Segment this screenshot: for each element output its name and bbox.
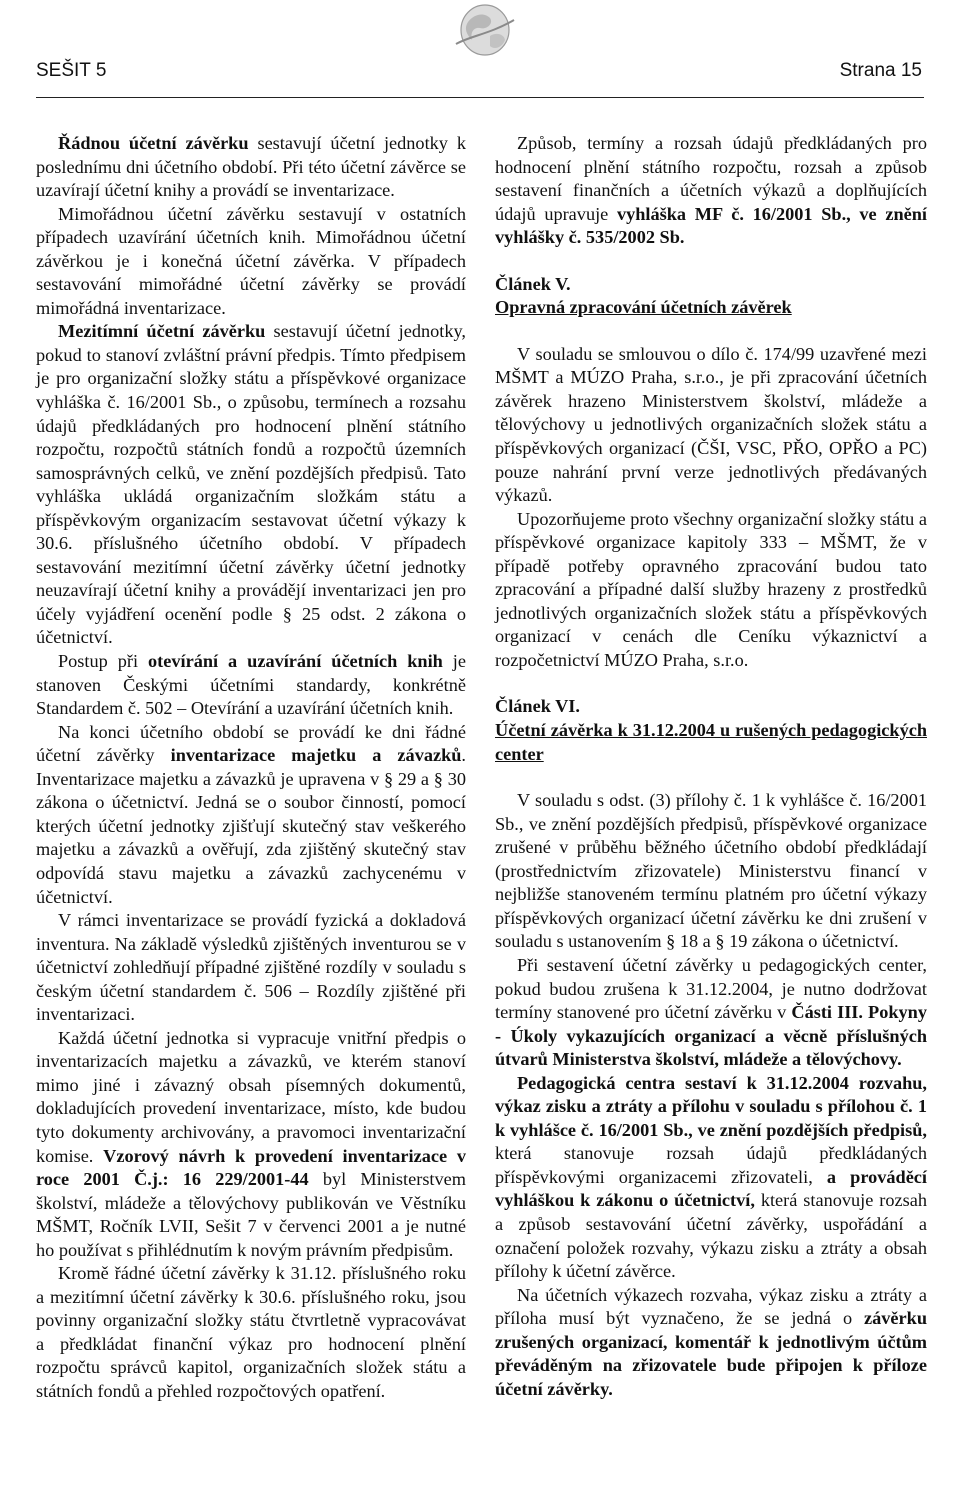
paragraph: Postup při otevírání a uzavírání účetních knih je stanoven Českými účetními standardy, konkrétně Standardem č. 502 – Otevírání a uzavírání účetních knih. xyxy=(36,651,467,719)
paragraph: V souladu se smlouvou o dílo č. 174/99 uzavřené mezi MŠMT a MÚZO Praha, s.r.o., je při zpracování účetních závěrek hrazeno Ministerstvem školství, mládeže a tělovýchovy u jednotlivých organizačních složek státu a příspěvkových organizací (ČŠI, VSC, PŘO, OPŘO a PC) pouze nahrání první verze jednotlivých předávaných výkazů. xyxy=(495,343,927,506)
paragraph: Kromě řádné účetní závěrky k 31.12. příslušného roku a mezitímní účetní závěrky k 30.6. příslušného roku, jsou povinny organizační složky státu čtvrtletně vypracovávat a předkládat finanční výkaz pro hodnocení plnění rozpočtu správců kapitol, organizačních složek státu a státních fondů a přehled rozpočtových opatření. xyxy=(36,1263,466,1401)
page-number: Strana 15 xyxy=(839,60,922,81)
paragraph: V souladu s odst. (3) přílohy č. 1 k vyhlášce č. 16/2001 Sb., ve znění pozdějších předpisů, příspěvkové organizace zrušené v průběhu běžného účetního období předkládají (prostřednictvím zřizovatele) Ministerstvu financí v nejbližše stanoveném termínu platném pro účetní výkazy příspěvkových organizací účetní závěrku ke dni zrušení v souladu s ustanovením § 18 a § 19 zákona o účetnictví. xyxy=(495,790,927,952)
paragraph: Upozorňujeme proto všechny organizační složky státu a příspěvkové organizace kapitoly 333 – MŠMT, že v případě potřeby opravného zpracování budou tato zpracování a případné další služby hrazeny z prostředků jednotlivých organizačních složek státu a příspěvkových organizací v cenách dle Ceníku výkaznictví a rozpočetnictví MÚZO Praha, s.r.o. xyxy=(495,508,927,670)
globe-logo-icon xyxy=(450,0,520,62)
article-number: Článek VI. xyxy=(495,696,580,717)
paragraph: Mimořádnou účetní závěrku sestavují v ostatních případech uzavírání účetních knih. Mimořádnou účetní závěrkou je i konečná účetní závěrka. V případech sestavování mimořádné účetní závěrky se provádí mimořádná inventarizace. xyxy=(36,203,466,318)
article-number: Článek V. xyxy=(495,273,571,294)
article-title: Opravná zpracování účetních závěrek xyxy=(495,297,792,318)
issue-label: SEŠIT 5 xyxy=(36,60,107,81)
article-title: Účetní závěrka k 31.12.2004 u rušených pedagogických center xyxy=(495,720,927,764)
paragraph: Každá účetní jednotka si vypracuje vnitřní předpis o inventarizacích majetku a závazků, ve kterém stanoví mimo jiné i závazný obsah písemných dokumentů, dokladujících provedení inventarizace, místo, kde budou tyto dokumenty archivovány, a pravomoci inventarizační komise. Vzorový návrh k provedení inventarizace v roce 2001 Č.j.: 16 229/2001-44 byl Ministerstvem školství, mládeže a tělovýchovy publikován ve Věstníku MŠMT, Ročník LVII, Sešit 7 v červenci 2001 a je nutné ho používat s přihlédnutím k novým právním předpisům. xyxy=(36,1027,466,1260)
left-column xyxy=(36,132,466,1404)
page-header xyxy=(0,0,960,100)
paragraph: Na účetních výkazech rozvaha, výkaz zisku a ztráty a příloha musí být vyznačeno, že se jedná o závěrku zrušených organizací, komentář k jednotlivým účtům převáděným na zřizovatele bude připojen k příloze účetní závěrky. xyxy=(495,1284,927,1399)
paragraph: Při sestavení účetní závěrky u pedagogických center, pokud budou zrušena k 31.12.2004, je nutno dodržovat termíny stanovené pro účetní závěrku v Části III. Pokyny - Úkoly vykazujících organizací a věcně příslušných útvarů Ministerstva školství, mládeže a tělovýchovy. xyxy=(495,954,927,1070)
paragraph: Řádnou účetní závěrku sestavují účetní jednotky k poslednímu dni účetního období. Při této účetní závěrce se uzavírají účetní knihy a provádí se inventarizace. xyxy=(36,133,466,201)
right-column xyxy=(495,132,927,1401)
paragraph: V rámci inventarizace se provádí fyzická a dokladová inventura. Na základě výsledků zjištěných inventurou se v účetnictví zohledňují případné zjištěné rozdíly v souladu s českým účetní standardem č. 506 – Rozdíly zjištěné při inventarizaci. xyxy=(36,910,466,1025)
paragraph: Pedagogická centra sestaví k 31.12.2004 rozvahu, výkaz zisku a ztráty a přílohu v souladu s přílohou č. 1 k vyhlášce č. 16/2001 Sb., ve znění pozdějších předpisů, která stanovuje rozsah údajů předkládaných příspěvkovými organizacemi zřizovateli, a prováděcí vyhláškou k zákonu o účetnictví, která stanovuje rozsah a způsob sestavování účetní závěrky, uspořádání a označení položek rozvahy, výkazu zisku a ztráty a obsah přílohy k účetní závěrce. xyxy=(495,1072,927,1282)
paragraph: Na konci účetního období se provádí ke dni řádné účetní závěrky inventarizace majetku a závazků. Inventarizace majetku a závazků je upravena v § 29 a § 30 zákona o účetnictví. Jedná se o soubor činností, pomocí kterých účetní jednotky zjišťují skutečný stav veškerého majetku a závazků a ověřují, zda zjištěný skutečný stav odpovídá stavu majetku a závazků zachycenému v účetnictví. xyxy=(36,721,466,907)
paragraph: Způsob, termíny a rozsah údajů předkládaných pro hodnocení plnění státního rozpočtu, rozsah a způsob sestavení finančních a účetních výkazů a doplňujících údajů upravuje vyhláška MF č. 16/2001 Sb., ve znění vyhlášky č. 535/2002 Sb. xyxy=(495,133,928,248)
paragraph: Mezitímní účetní závěrku sestavují účetní jednotky, pokud to stanoví zvláštní právní předpis. Tímto předpisem je pro organizační složky státu a příspěvkové organizace vyhláška č. 16/2001 Sb., o způsobu, termínech a rozsahu údajů předkládaných pro hodnocení plnění státního rozpočtu, rozpočtů státních fondů a rozpočtů územních samosprávných celků, ve znění pozdějších předpisů. Tato vyhláška ukládá organizačním složkám státu a příspěvkovým organizacím sestavovat účetní výkazy k 30.6. příslušného účetního období. V případech sestavování mezitímní účetní závěrky účetní jednotky neuzavírají účetní knihy a provádějí inventarizaci jen pro účely vyjádření ocenění podle § 25 odst. 2 zákona o účetnictví. xyxy=(36,321,466,648)
header-rule xyxy=(36,97,924,98)
